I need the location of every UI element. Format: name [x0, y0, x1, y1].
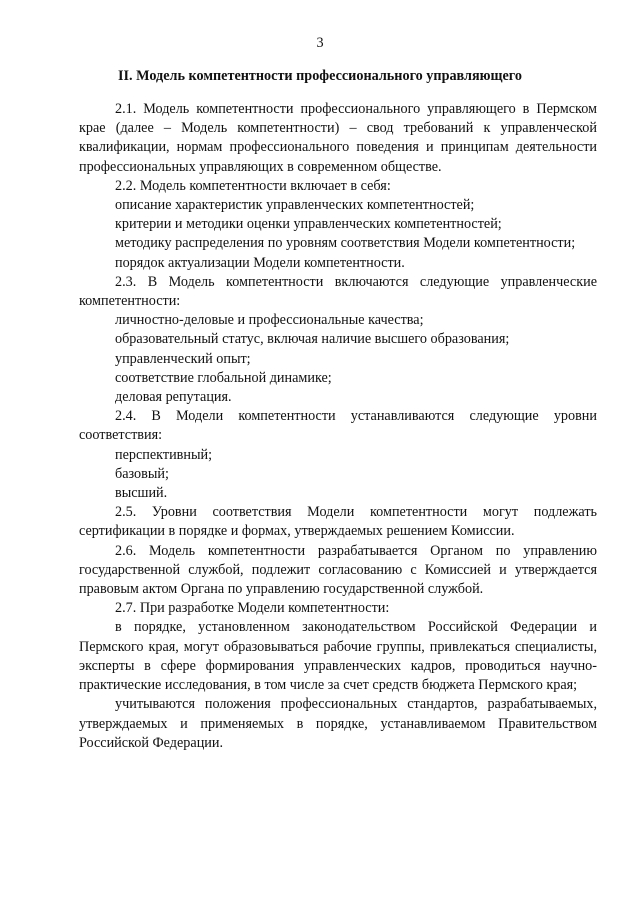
list-item: управленческий опыт; [115, 350, 251, 367]
list-item: учитываются положения профессиональных стандартов, разрабатываемых, утверждаемых и применяемых в порядке, устанавливаемом Правительством Российской Федерации. [79, 696, 597, 751]
list-item: личностно-деловые и профессиональные качества; [115, 312, 424, 329]
list-item: перспективный; [115, 446, 213, 463]
list-item: деловая репутация. [115, 389, 232, 406]
list-item: образовательный статус, включая наличие высшего образования; [115, 331, 510, 348]
list-item: описание характеристик управленческих компетентностей; [115, 197, 475, 214]
list-item: критерии и методики оценки управленческих компетентностей; [115, 216, 502, 233]
paragraph-2-3: 2.3. В Модель компетентности включаются следующие управленческие компетентности: [79, 273, 597, 310]
list-item: соответствие глобальной динамике; [115, 369, 332, 386]
list-item: порядок актуализации Модели компетентности. [115, 254, 405, 271]
page-number: 3 [316, 35, 324, 51]
paragraph-2-7: 2.7. При разработке Модели компетентности: [115, 600, 390, 617]
list-item: в порядке, установленном законодательством Российской Федерации и Пермского края, могут образовываться рабочие группы, привлекаться специалисты, эксперты в сфере формирования управленческих кадров, проводиться научно-практические исследования, в том числе за счет средств бюджета Пермского края; [79, 619, 597, 694]
list-item: высший. [115, 485, 168, 502]
paragraph-2-6: 2.6. Модель компетентности разрабатывается Органом по управлению государственной службой, подлежит согласованию с Комиссией и утверждается правовым актом Органа по управлению государственной службой. [79, 542, 597, 598]
paragraph-2-5: 2.5. Уровни соответствия Модели компетентности могут подлежать сертификации в порядке и формах, утверждаемых решением Комиссии. [79, 504, 597, 540]
section-title: II. Модель компетентности профессионального управляющего [118, 68, 522, 84]
paragraph-2-1: 2.1. Модель компетентности профессионального управляющего в Пермском крае (далее – Модель компетентности) – свод требований к управленческой квалификации, нормам профессионального поведения и принципам деятельности профессиональных управляющих в современном обществе. [79, 101, 597, 175]
paragraph-2-4: 2.4. В Модели компетентности устанавливаются следующие уровни соответствия: [79, 408, 597, 444]
document-body [79, 100, 597, 753]
list-item: методику распределения по уровням соответствия Модели компетентности; [115, 235, 576, 252]
paragraph-2-2: 2.2. Модель компетентности включает в себя: [115, 177, 391, 194]
list-item: базовый; [115, 465, 169, 482]
